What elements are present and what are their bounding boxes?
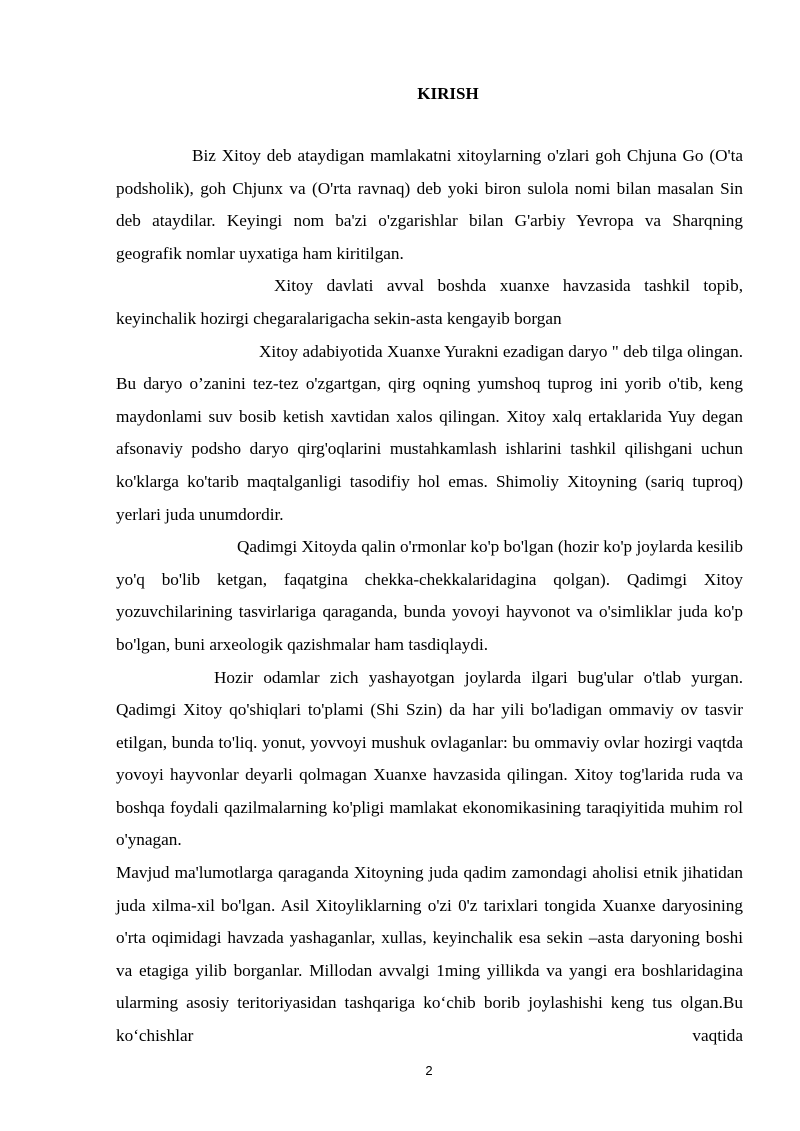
paragraph-5: Hozir odamlar zich yashayotgan joylarda ilgari bug'ular o'tlab yurgan. Qadimgi Xitoy qo'shiqlari to'plami (Shi Szin) da har yili bo'ladigan ommaviy ov tasvir etilgan, bunda to'liq. yonut, yovvoyi mushuk ovlaganlar: bu ommaviy ovlar hozirgi vaqtda yovoyi hayvonlar deyarli qolmagan Xuanxe havzasida qilingan. Xitoy tog'larida ruda va boshqa foydali qazilmalarning ko'pligi mamlakat ekonomikasining taraqiyitida muhim rol o'ynagan. — [116, 667, 743, 850]
paragraph-3: Xitoy adabiyotida Xuanxe Yurakni ezadigan daryo " deb tilga olingan. Bu daryo o’zanini tez-tez o'zgartgan, qirg oqning yumshoq tuprog ini yorib o'tib, keng maydonlami suv bosib ketish xavtidan xalos qilingan. Xitoy xalq ertaklarida Yuy degan afsonaviy podsho daryo qirg'oqlarini mustahkamlash ishlarini tashkil qilishgani uchun ko'klarga ko'tarib maqtalganligi tasodifiy hol emas. Shimoliy Xitoyning (sariq tuproq) yerlari juda unumdordir. — [116, 341, 743, 524]
page-title: KIRISH — [417, 84, 479, 103]
paragraph-1: Biz Xitoy deb ataydigan mamlakatni xitoylarning o'zlari goh Chjuna Go (O'ta podsholik), goh Chjunx va (O'rta ravnaq) deb yoki biron sulola nomi bilan masalan Sin deb ataydilar. Keyingi nom ba'zi o'zgarishlar bilan G'arbiy Yevropa va Sharqning geografik nomlar uyxatiga ham kiritilgan. — [116, 146, 743, 263]
paragraph-6: Mavjud ma'lumotlarga qaraganda Xitoyning juda qadim zamondagi aholisi etnik jihatidan juda xilma-xil bo'lgan. Asil Xitoyliklarning o'zi 0'z tarixlari tongida Xuanxe daryosining o'rta oqimidagi havzada yashaganlar, xullas, keyinchalik esa sekin –asta daryoning boshi va etagiga yilib borganlar. Millodan avvalgi 1ming yillikda va yangi era boshlaridagina ularming asosiy teritoriyasidan tashqariga ko‘chib borib joylashishi keng tus olgan.Bu ko‘chishlar vaqtida — [116, 863, 743, 1046]
document-body — [116, 140, 743, 1053]
paragraph-2: Xitoy davlati avval boshda xuanxe havzasida tashkil topib, keyinchalik hozirgi chegaralarigacha sekin-asta kengayib borgan — [116, 276, 743, 328]
page-number: 2 — [425, 1063, 433, 1078]
paragraph-4: Qadimgi Xitoyda qalin o'rmonlar ko'p bo'lgan (hozir ko'p joylarda kesilib yo'q bo'lib ketgan, faqatgina chekka-chekkalaridagina qolgan). Qadimgi Xitoy yozuvchilarining tasvirlariga qaraganda, bunda yovoyi hayvonot va o'simliklar juda ko'p bo'lgan, buni arxeologik qazishmalar ham tasdiqlaydi. — [116, 537, 743, 654]
